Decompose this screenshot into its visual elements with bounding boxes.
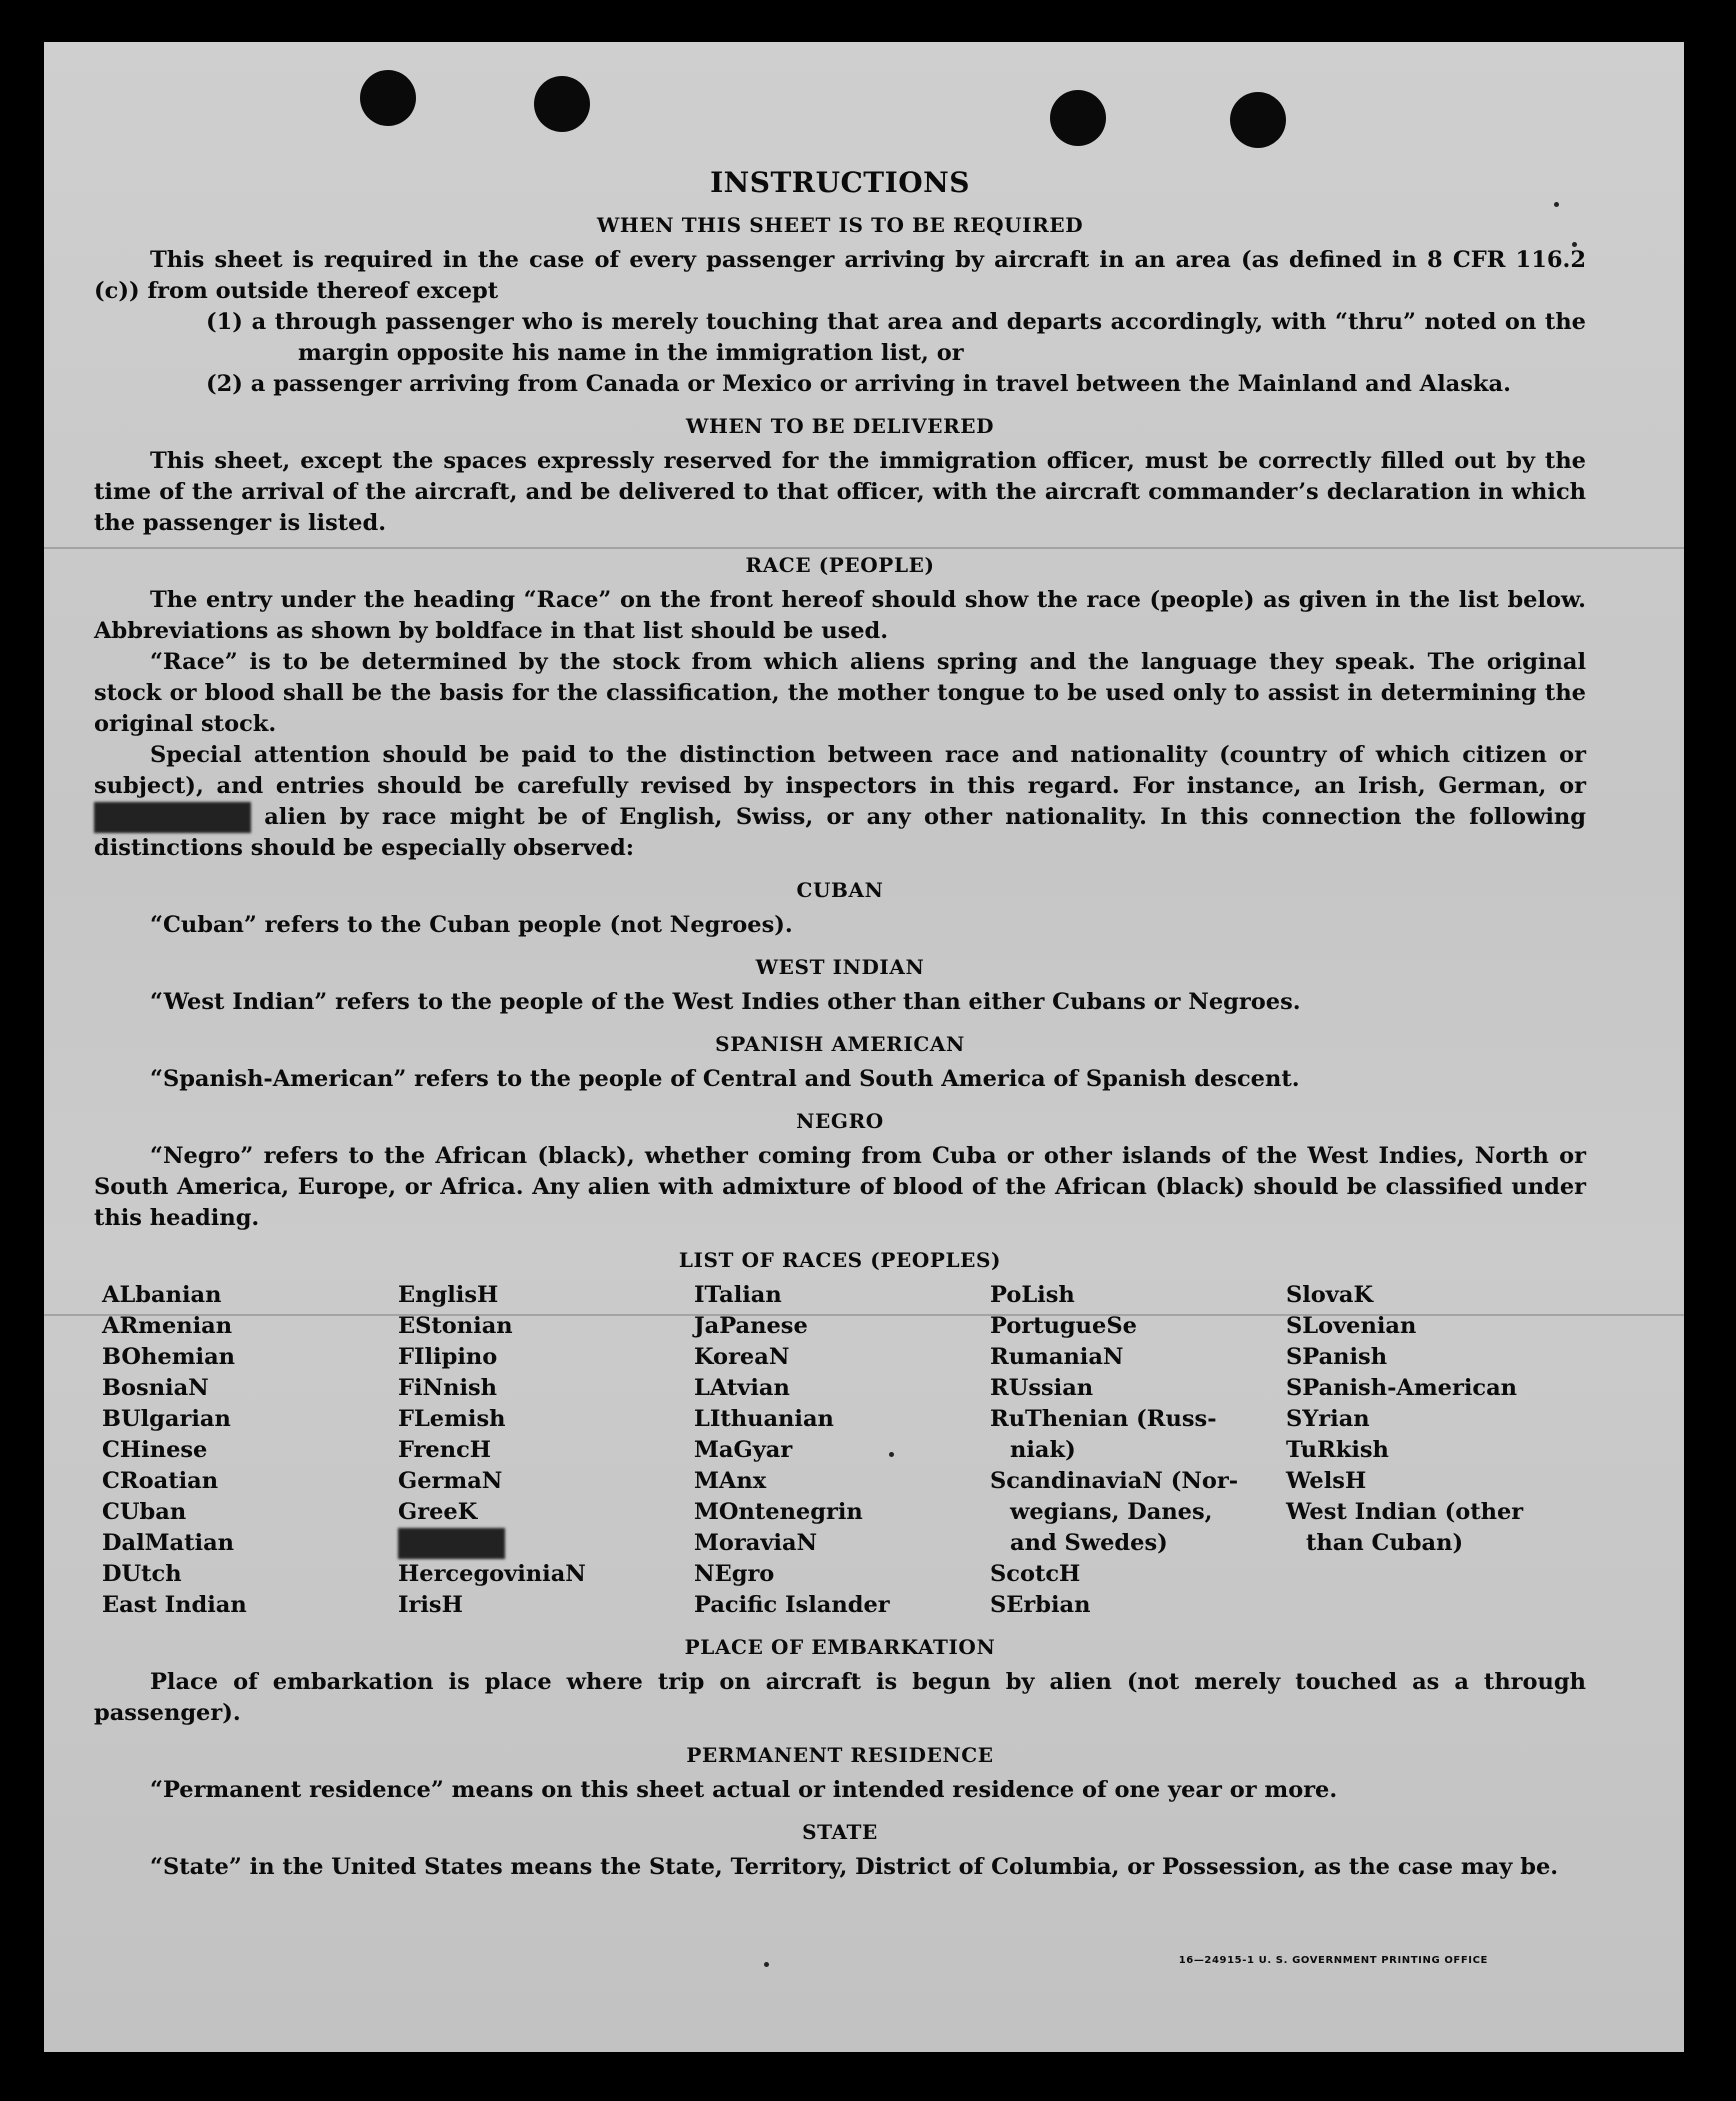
race-item: ALbanian: [102, 1282, 222, 1308]
race-item: MAnx: [694, 1468, 767, 1494]
race-item: HercegoviniaN: [398, 1561, 586, 1587]
punch-hole: [1050, 90, 1106, 146]
race-item: EnglisH: [398, 1282, 499, 1308]
race-item: IrisH: [398, 1592, 463, 1618]
page-title: INSTRUCTIONS: [710, 166, 970, 199]
race-paragraph-3-end: alien by race might be of English, Swiss, or any other nationality. In this connection the following distinctions should be especially observed:: [94, 804, 1586, 861]
race-item: FrencH: [398, 1437, 492, 1463]
race-item: ARmenian: [102, 1313, 233, 1339]
section-heading-required: WHEN THIS SHEET IS TO BE REQUIRED: [596, 213, 1084, 237]
section-heading-negro: NEGRO: [796, 1109, 884, 1133]
race-item-continued: than Cuban): [1306, 1530, 1464, 1556]
races-list: [102, 1280, 1586, 1621]
cuban-text: “Cuban” refers to the Cuban people (not Negroes).: [150, 912, 793, 938]
section-heading-delivered: WHEN TO BE DELIVERED: [685, 414, 995, 438]
race-item: MoraviaN: [694, 1530, 818, 1556]
race-item: GermaN: [398, 1468, 503, 1494]
race-item: DalMatian: [102, 1530, 235, 1556]
document-sheet: [44, 42, 1684, 2052]
race-item: BOhemian: [102, 1344, 236, 1370]
race-item-continued: wegians, Danes,: [1010, 1499, 1213, 1525]
race-item: ITalian: [694, 1282, 782, 1308]
race-item: KoreaN: [694, 1344, 790, 1370]
state-text: “State” in the United States means the State, Territory, District of Columbia, or Possession, as the case may be.: [150, 1854, 1559, 1880]
race-item: CUban: [102, 1499, 187, 1525]
race-item: FiNnish: [398, 1375, 498, 1401]
race-item: DUtch: [102, 1561, 182, 1587]
race-item: MaGyar: [694, 1437, 793, 1463]
punch-hole: [534, 76, 590, 132]
race-item: CRoatian: [102, 1468, 219, 1494]
race-item: SLovenian: [1286, 1313, 1417, 1339]
race-item: RumaniaN: [990, 1344, 1124, 1370]
printing-office-code: 16—24915-1 U. S. GOVERNMENT PRINTING OFFICE: [1178, 1955, 1488, 1966]
race-item: RuThenian (Russ-: [990, 1406, 1217, 1432]
race-item: FLemish: [398, 1406, 506, 1432]
race-item: NEgro: [694, 1561, 775, 1587]
race-item: LAtvian: [694, 1375, 790, 1401]
race-item: SlovaK: [1286, 1282, 1374, 1308]
race-item-continued: and Swedes): [1010, 1530, 1168, 1556]
races-column-1: [102, 1280, 398, 1621]
section-heading-state: STATE: [802, 1820, 878, 1844]
punch-hole: [360, 70, 416, 126]
race-item: RUssian: [990, 1375, 1094, 1401]
race-item: MOntenegrin: [694, 1499, 863, 1525]
races-column-3: [694, 1280, 990, 1621]
speck: [764, 1962, 769, 1967]
race-item-continued: niak): [1010, 1437, 1076, 1463]
race-item: East Indian: [102, 1592, 247, 1618]
redacted-word: Hebrew: [94, 802, 251, 833]
spanish-american-text: “Spanish-American” refers to the people of Central and South America of Spanish descent.: [150, 1066, 1300, 1092]
section-heading-list: LIST OF RACES (PEOPLES): [678, 1248, 1002, 1272]
section-heading-race: RACE (PEOPLE): [745, 553, 935, 577]
west-indian-text: “West Indian” refers to the people of the West Indies other than either Cubans or Negroes.: [150, 989, 1301, 1015]
required-item-2: (2) a passenger arriving from Canada or Mexico or arriving in travel between the Mainland and Alaska.: [206, 371, 1511, 397]
race-item: ScotcH: [990, 1561, 1081, 1587]
section-heading-west-indian: WEST INDIAN: [755, 955, 925, 979]
race-item: JaPanese: [694, 1313, 808, 1339]
race-item: SErbian: [990, 1592, 1091, 1618]
negro-text: “Negro” refers to the African (black), whether coming from Cuba or other islands of the West Indies, North or South America, Europe, or Africa. Any alien with admixture of blood of the African (black) should be classified under this heading.: [94, 1143, 1586, 1231]
race-item: Pacific Islander: [694, 1592, 890, 1618]
race-item: WelsH: [1286, 1468, 1367, 1494]
race-item: SPanish-American: [1286, 1375, 1518, 1401]
redacted-word: HebreW: [398, 1528, 505, 1559]
required-item-1: (1) a through passenger who is merely touching that area and departs accordingly, with “thru” noted on the margin opposite his name in the immigration list, or: [206, 309, 1586, 366]
race-item: CHinese: [102, 1437, 208, 1463]
race-item: West Indian (other: [1286, 1499, 1524, 1525]
race-item: EStonian: [398, 1313, 513, 1339]
residence-text: “Permanent residence” means on this sheet actual or intended residence of one year or more.: [150, 1777, 1338, 1803]
races-column-5: [1286, 1280, 1582, 1621]
section-heading-embarkation: PLACE OF EMBARKATION: [684, 1635, 996, 1659]
race-item: PoLish: [990, 1282, 1075, 1308]
race-item: BosniaN: [102, 1375, 209, 1401]
race-item: ScandinaviaN (Nor-: [990, 1468, 1239, 1494]
section-heading-residence: PERMANENT RESIDENCE: [686, 1743, 994, 1767]
race-paragraph-1: The entry under the heading “Race” on the front hereof should show the race (people) as given in the list below. Abbreviations as shown by boldface in that list should be used.: [94, 587, 1586, 644]
punch-hole: [1230, 92, 1286, 148]
race-item: SYrian: [1286, 1406, 1370, 1432]
section-heading-cuban: CUBAN: [796, 878, 884, 902]
race-item: GreeK: [398, 1499, 478, 1525]
race-paragraph-3: [94, 740, 1586, 864]
instructions-content: [94, 166, 1586, 1883]
embarkation-text: Place of embarkation is place where trip on aircraft is begun by alien (not merely touched as a through passenger).: [94, 1669, 1586, 1726]
race-paragraph-2: “Race” is to be determined by the stock from which aliens spring and the language they speak. The original stock or blood shall be the basis for the classification, the mother tongue to be used only to assist in determining the original stock.: [94, 649, 1586, 737]
delivered-text: This sheet, except the spaces expressly reserved for the immigration officer, must be correctly filled out by the time of the arrival of the aircraft, and be delivered to that officer, with the aircraft commander’s declaration in which the passenger is listed.: [94, 448, 1586, 536]
race-item: FIlipino: [398, 1344, 498, 1370]
race-item: PortugueSe: [990, 1313, 1137, 1339]
races-column-2: [398, 1280, 694, 1621]
required-intro: This sheet is required in the case of every passenger arriving by aircraft in an area (as defined in 8 CFR 116.2 (c)) from outside thereof except: [94, 247, 1586, 304]
race-item: LIthuanian: [694, 1406, 834, 1432]
race-item: SPanish: [1286, 1344, 1388, 1370]
race-item: TuRkish: [1286, 1437, 1389, 1463]
races-column-4: [990, 1280, 1286, 1621]
race-item-redacted: [398, 1528, 694, 1559]
section-heading-spanish-american: SPANISH AMERICAN: [715, 1032, 965, 1056]
race-item: BUlgarian: [102, 1406, 231, 1432]
race-paragraph-3-start: Special attention should be paid to the distinction between race and nationality (country of which citizen or subject), and entries should be carefully revised by inspectors in this regard. For instance, an Irish, German, or: [94, 742, 1586, 799]
